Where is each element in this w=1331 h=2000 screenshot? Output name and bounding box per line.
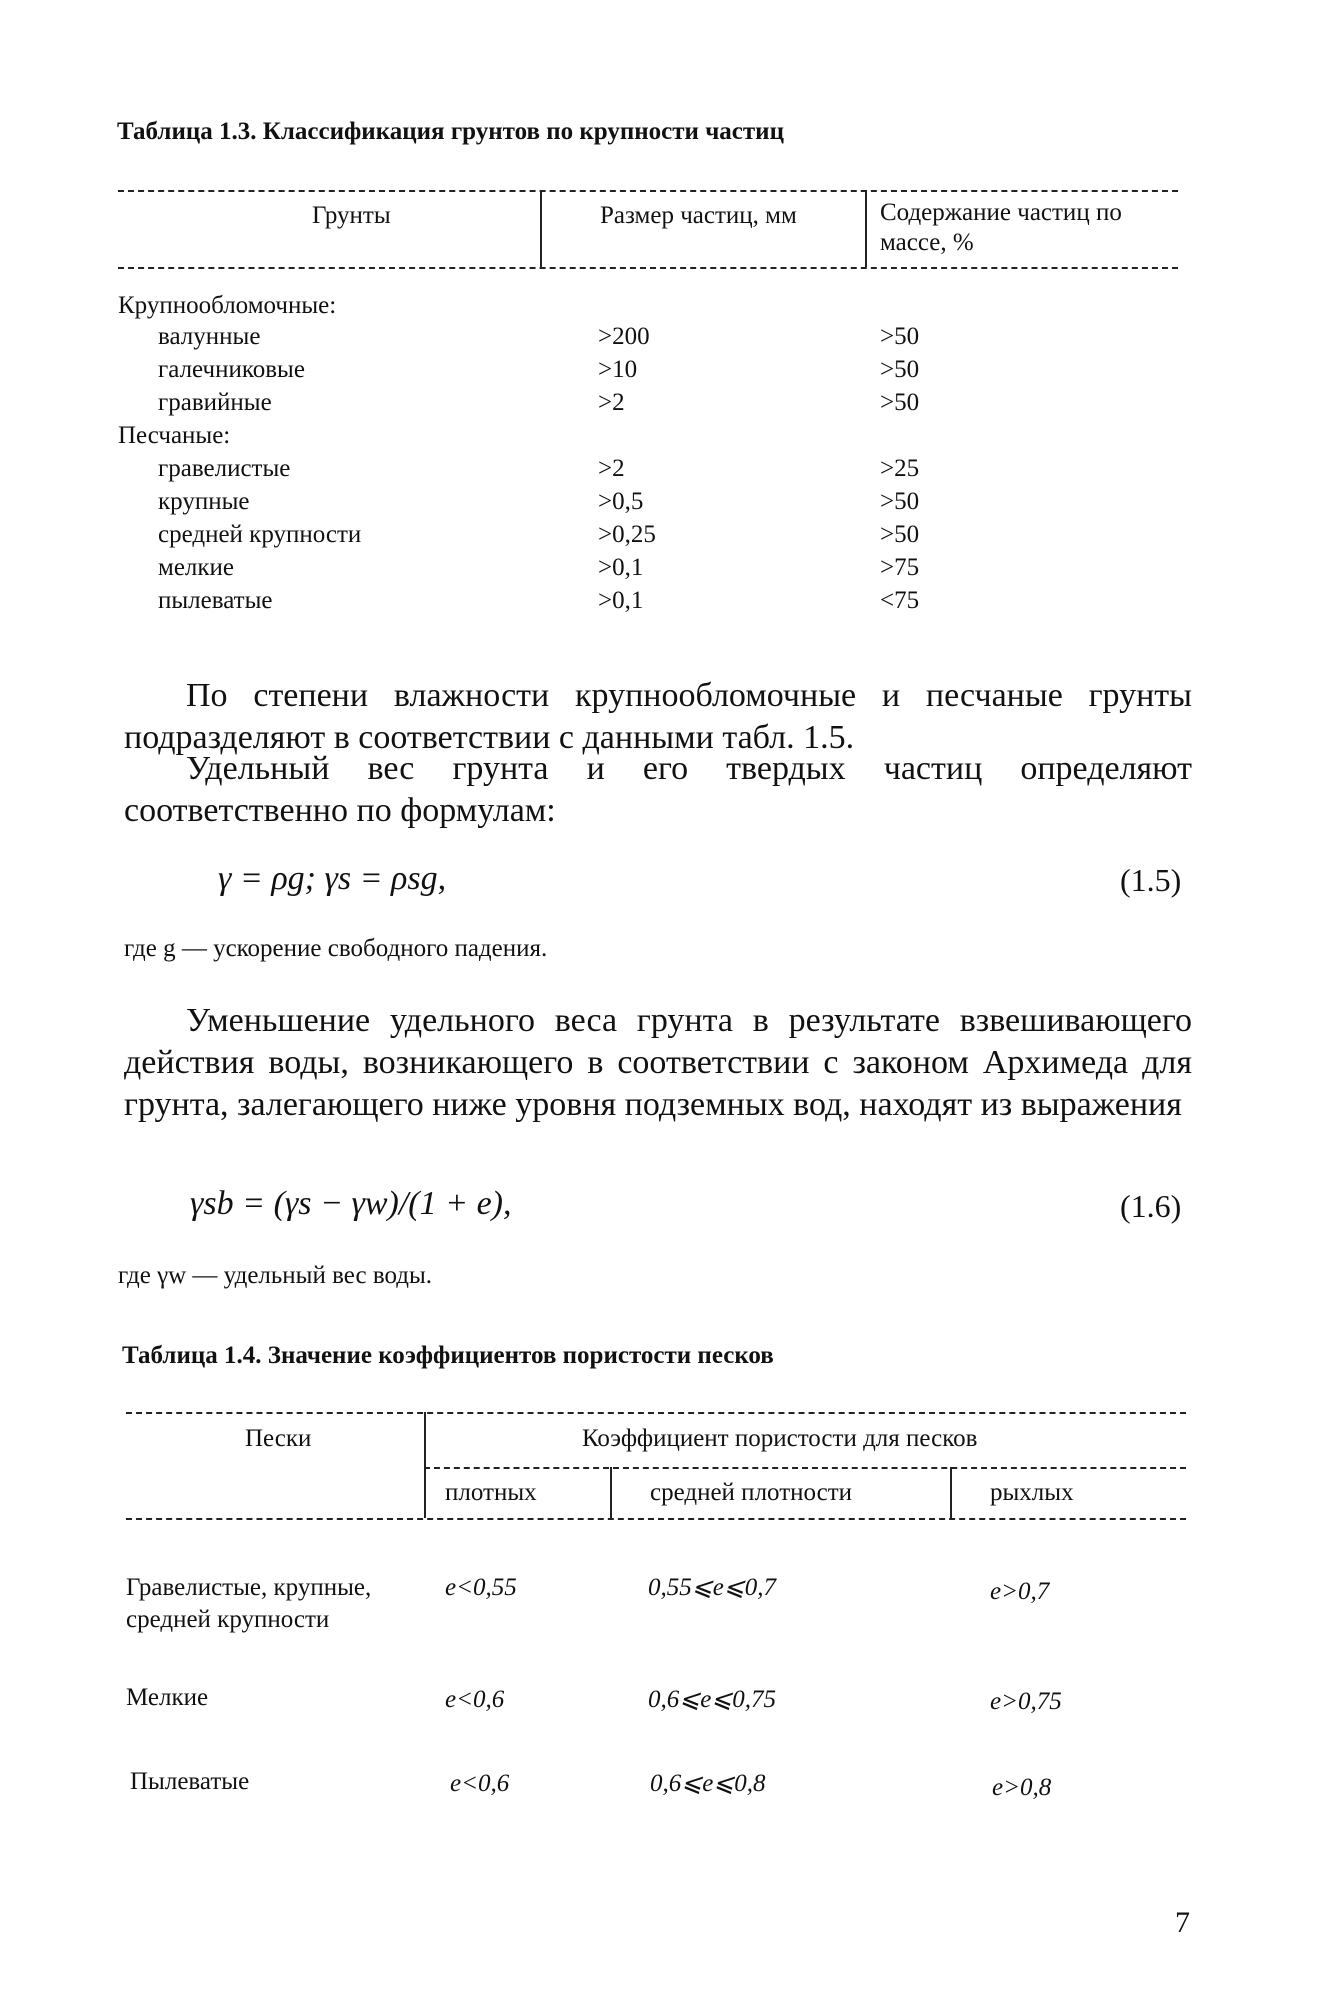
page-number: 7 (1175, 1906, 1190, 1939)
table-1-4-top-rule (126, 1412, 1186, 1414)
table-row-size: >0,1 (598, 554, 644, 581)
note-gravity: где g — ускорение свободного падения. (124, 935, 548, 962)
table-row-soil: мелкие (158, 554, 235, 581)
table-row-soil: пылеватые (158, 587, 273, 614)
table-row-soil: валунные (158, 323, 261, 350)
paragraph-moisture: По степени влажности крупнообломочные и песчаные грунты подразделяют в соответствии с данными табл. 1.5. (124, 677, 1192, 756)
header-particle-content: Содержание частиц по массе, % (880, 199, 1122, 256)
equation-number-1-5: (1.5) (1120, 862, 1182, 898)
subheader-loose: рыхлых (990, 1479, 1074, 1506)
table-row-name: Пылеватые (130, 1768, 250, 1795)
table-row-size: >0,5 (598, 488, 644, 515)
table-row-content: >50 (880, 488, 920, 515)
table-row-content: <75 (880, 587, 920, 614)
table-row-content: >50 (880, 521, 920, 548)
subheader-medium-density: средней плотности (650, 1479, 853, 1506)
table-row-size: >2 (598, 389, 625, 416)
table-row-name: Гравелистые, крупные, средней крупности (126, 1574, 372, 1633)
table-row-content: >50 (880, 323, 920, 350)
table-row-soil: средней крупности (158, 521, 362, 548)
table-row-size: >200 (598, 323, 650, 350)
table-row-content: >50 (880, 389, 920, 416)
table-1-3-top-rule (118, 190, 1178, 192)
table-row-size: >2 (598, 455, 625, 482)
subheader-dense: плотных (445, 1479, 537, 1506)
table-1-4-col-divider-3 (950, 1467, 952, 1518)
table-row-content: >75 (880, 554, 920, 581)
table-row-size: >10 (598, 356, 638, 383)
formula-1-6: γsb = (γs − γw)/(1 + e), (190, 1185, 512, 1222)
formula-1-5: γ = ρg; γs = ρsg, (218, 860, 447, 897)
table-1-4-subheader-rule (424, 1467, 1186, 1469)
group-sandy: Песчаные: (118, 422, 231, 449)
table-row-loose: e>0,7 (990, 1578, 1050, 1605)
header-particle-size: Размер частиц, мм (600, 202, 797, 229)
table-row-size: >0,25 (598, 521, 656, 548)
note-water-weight: где γw — удельный вес воды. (118, 1262, 433, 1289)
table-1-4-col-divider-1 (424, 1412, 426, 1518)
table-row-loose: e>0,75 (990, 1688, 1062, 1715)
table-1-3-header-rule (118, 267, 1178, 269)
table-1-3-caption: Таблица 1.3. Классификация грунтов по крупности частиц (117, 118, 784, 145)
header-sands: Пески (245, 1425, 312, 1452)
table-row-dense: e<0,6 (445, 1686, 505, 1713)
table-row-content: >50 (880, 356, 920, 383)
header-soils: Грунты (312, 202, 391, 229)
paragraph-unit-weight: Удельный вес грунта и его твердых частиц определяют соответственно по формулам: (124, 750, 1192, 829)
table-row-soil: гравелистые (158, 455, 291, 482)
header-porosity-coefficient: Коэффициент пористости для песков (582, 1425, 978, 1452)
table-row-medium: 0,55⩽e⩽0,7 (648, 1574, 776, 1601)
table-row-soil: галечниковые (158, 356, 305, 383)
table-row-loose: e>0,8 (992, 1774, 1052, 1801)
table-row-dense: e<0,6 (450, 1770, 510, 1797)
table-1-4-header-rule (126, 1518, 1186, 1520)
group-coarse: Крупнообломочные: (118, 292, 337, 319)
table-row-name: Мелкие (126, 1684, 209, 1711)
table-row-medium: 0,6⩽e⩽0,8 (650, 1770, 766, 1797)
table-1-3-col-divider-2 (865, 190, 867, 267)
table-row-dense: e<0,55 (445, 1574, 517, 1601)
table-row-soil: крупные (158, 488, 250, 515)
table-1-3-col-divider-1 (540, 190, 542, 267)
table-1-4-col-divider-2 (610, 1467, 612, 1518)
equation-number-1-6: (1.6) (1120, 1188, 1182, 1224)
table-row-size: >0,1 (598, 587, 644, 614)
table-1-4-caption: Таблица 1.4. Значение коэффициентов пористости песков (122, 1342, 774, 1369)
paragraph-archimedes: Уменьшение удельного веса грунта в результате взвешивающего действия воды, возникающего в соответствии с законом Архимеда для грунта, залегающего ниже уровня подземных вод, находят из выражения (124, 1002, 1192, 1123)
table-row-soil: гравийные (158, 389, 272, 416)
table-row-medium: 0,6⩽e⩽0,75 (648, 1686, 776, 1713)
table-row-content: >25 (880, 455, 920, 482)
